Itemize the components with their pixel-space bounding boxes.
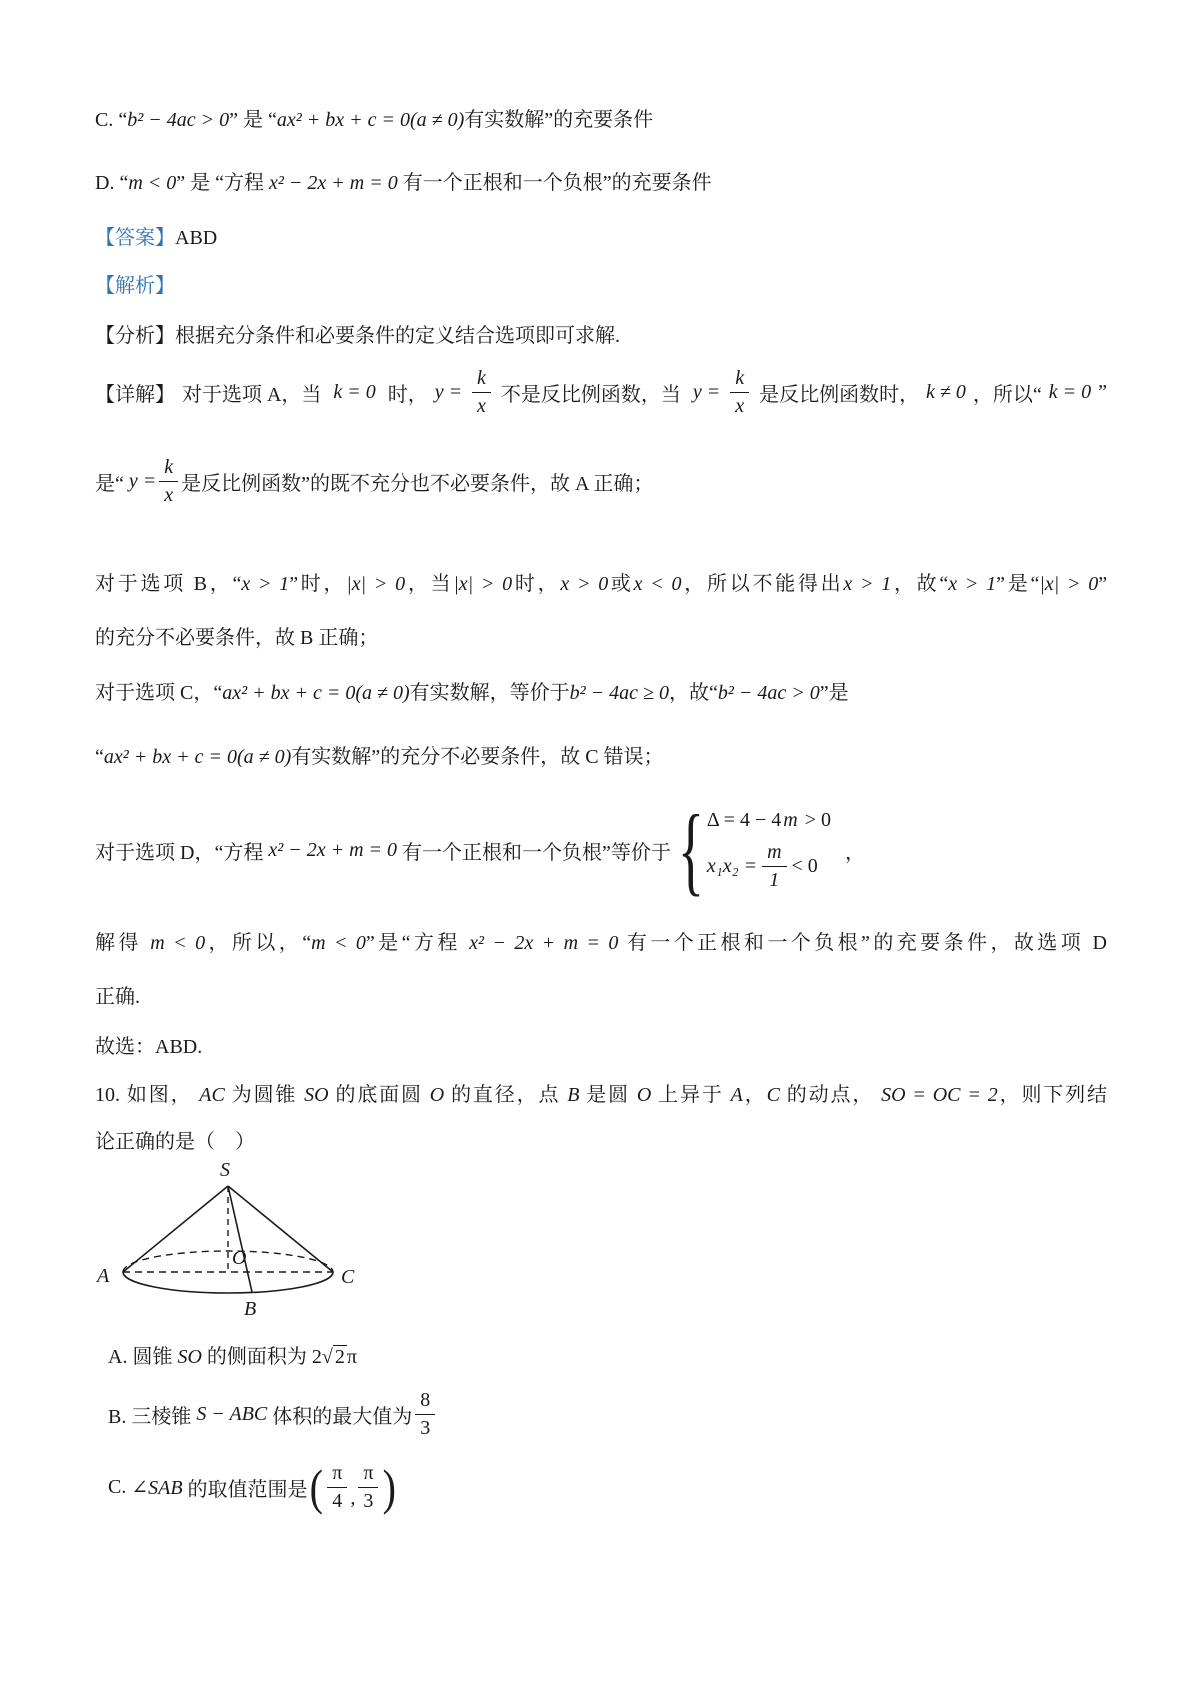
text-run: 是“: [95, 472, 129, 495]
answer-line: [95, 221, 217, 250]
math-run: m < 0: [311, 932, 366, 954]
detail-line-option-c: [95, 676, 849, 705]
radicand: 2: [334, 1346, 345, 1368]
fraction-denominator: 3: [420, 1416, 431, 1439]
detail-line-option-a: [95, 355, 1107, 429]
text-run: ，故“: [669, 682, 718, 704]
text-run: 有实数解”的充分不必要条件，故 C 错误；: [291, 746, 664, 768]
text-run: 有一个正根和一个负根”等价于: [397, 841, 671, 864]
fraction-denominator: x: [164, 483, 174, 506]
math-run: x > 1: [843, 573, 892, 595]
text-run: 是圆: [579, 1084, 637, 1106]
answer-value: ABD: [175, 227, 218, 249]
text-run: ” 是 “方程: [176, 172, 270, 194]
text-run: B. 三棱锥: [108, 1405, 197, 1428]
text-run: 为圆锥: [224, 1084, 305, 1106]
text-run: 解得: [95, 932, 151, 954]
cone-diagram: [95, 1150, 385, 1335]
text-run: 有实数解”的充要条件: [464, 109, 654, 131]
math-run: x² − 2x + m = 0: [268, 838, 398, 861]
text-run: 时，: [512, 573, 561, 595]
fraction-numerator: π: [358, 1462, 378, 1488]
detail-line-conclusion: [95, 926, 1107, 955]
equation-system: [707, 809, 831, 892]
text-run: ”: [1098, 380, 1107, 403]
edge-sa: [123, 1186, 228, 1272]
system-row-1: [707, 809, 831, 832]
text-run: ，所以不能得出: [681, 573, 844, 595]
text-run: 10. 如图，: [95, 1084, 200, 1106]
text-run: 故选：ABD.: [95, 1036, 203, 1058]
text-run: ，所以“: [972, 383, 1042, 406]
math-run: S − ABC: [196, 1402, 268, 1425]
detail-line-option-c-2: [95, 740, 664, 769]
label-b: B: [244, 1298, 257, 1320]
math-run: O: [429, 1084, 445, 1106]
fraction-k-over-x: [159, 456, 178, 507]
text-run: 对于选项 B，“: [95, 573, 242, 595]
text-run: 有实数解，等价于: [409, 682, 570, 704]
right-paren: ): [383, 1459, 397, 1515]
math-run: AC: [199, 1084, 225, 1106]
q10-stem-line-1: [95, 1078, 1107, 1107]
fraction-k-over-x: [730, 367, 749, 418]
math-run: x > 1: [241, 573, 290, 595]
text-run: ”是“: [996, 573, 1040, 595]
detail-line-correct: [95, 980, 140, 1009]
math-run: y =: [128, 469, 157, 492]
math-run: |x| > 0: [346, 573, 406, 595]
text-run: 的直径，点: [444, 1084, 568, 1106]
text-run: A. 圆锥: [108, 1346, 178, 1368]
math-run: O: [636, 1084, 652, 1106]
text-run: 对于选项 C，“: [95, 682, 223, 704]
fraction-m-over-1: [762, 841, 786, 892]
left-brace: {: [677, 794, 705, 905]
fraction-numerator: k: [730, 367, 749, 393]
math-run: b² − 4ac > 0: [127, 109, 230, 131]
math-run: SO: [177, 1346, 202, 1368]
math-run: SO: [304, 1084, 329, 1106]
text-run: 有一个正根和一个负根”的充要条件: [397, 172, 712, 194]
left-paren: (: [309, 1459, 323, 1515]
math-run: k = 0: [333, 380, 376, 403]
math-run: ax² + bx + c = 0(a ≠ 0): [103, 746, 292, 768]
text-run: ，故“: [891, 573, 949, 595]
text-run: 是反比例函数”的既不充分也不必要条件，故 A 正确；: [181, 472, 654, 495]
detail-line-option-a-2: [95, 444, 653, 518]
fraction-numerator: k: [159, 456, 178, 482]
fraction-k-over-x: [472, 367, 491, 418]
math-run: ax² + bx + c = 0(a ≠ 0): [276, 109, 465, 131]
text-run: 是反比例函数时，: [759, 383, 920, 406]
fraction-pi-over-3: [358, 1462, 378, 1513]
fraction-denominator: x: [735, 394, 745, 417]
text-run: 论正确的是（ ）: [95, 1131, 255, 1153]
fraction-denominator: 1: [769, 868, 780, 891]
q9-option-d-line: [95, 166, 712, 195]
label-a: A: [97, 1265, 110, 1287]
detail-line-option-b: [95, 567, 1107, 596]
detail-line-option-b-2: [95, 621, 378, 650]
section-tag: 【详解】: [95, 383, 175, 406]
math-run: ∠SAB: [131, 1476, 183, 1499]
fraction-denominator: 3: [363, 1489, 374, 1512]
text-run: 对于选项 D，“方程: [95, 841, 269, 864]
math-run: m < 0: [150, 932, 206, 954]
radical-sign: √: [321, 1346, 333, 1368]
math-run: |x| > 0: [1039, 573, 1099, 595]
text-run: 的充分不必要条件，故 B 正确；: [95, 627, 379, 649]
q10-option-c-line: [108, 1452, 398, 1522]
text-run: 正确.: [95, 986, 140, 1008]
text-run: ”时，: [289, 573, 347, 595]
math-run: b² − 4ac ≥ 0: [569, 682, 669, 704]
fraction-numerator: 8: [415, 1389, 435, 1415]
fraction-denominator: 4: [332, 1489, 343, 1512]
answer-tag: 【答案】: [95, 227, 175, 249]
text-run: 体积的最大值为: [267, 1405, 413, 1428]
q10-option-a-line: [108, 1340, 357, 1369]
math-run: k = 0: [1048, 380, 1092, 403]
text-run: 的侧面积为: [201, 1346, 312, 1368]
text-run: ，所以，“: [205, 932, 312, 954]
text-run: 有一个正根和一个负根”的充要条件，故选项 D: [618, 932, 1107, 954]
math-run: x < 0: [633, 573, 682, 595]
math-run: x₁x₂ =: [706, 854, 758, 877]
math-run: y =: [692, 380, 721, 403]
fraction-8-over-3: [415, 1389, 435, 1440]
comma: ,: [350, 1486, 356, 1509]
math-run: Δ = 4 − 4: [706, 808, 782, 831]
text-run: ”是“方程: [365, 932, 470, 954]
math-run: ax² + bx + c = 0(a ≠ 0): [222, 682, 410, 704]
fraction-pi-over-4: [327, 1462, 347, 1513]
final-choice-line: [95, 1030, 202, 1059]
math-run: b² − 4ac > 0: [717, 682, 820, 704]
text-run: C. “: [95, 109, 128, 131]
math-run: m < 0: [128, 172, 177, 194]
analysis-tag: 【解析】: [95, 275, 175, 297]
math-run: x > 1: [948, 573, 997, 595]
q10-option-b-line: [108, 1382, 438, 1446]
text-run: C.: [108, 1475, 132, 1498]
text-run: ”: [1098, 573, 1108, 595]
math-run: m: [783, 808, 798, 831]
text-run: 不是反比例函数，当: [500, 383, 686, 406]
math-run: x² − 2x + m = 0: [469, 932, 619, 954]
text-run: ，: [844, 841, 865, 864]
label-c: C: [341, 1266, 355, 1288]
q9-option-c-line: [95, 103, 653, 132]
text-run: ，当: [405, 573, 454, 595]
math-run: SO = OC = 2: [881, 1084, 998, 1106]
text-run: 的底面圆: [328, 1084, 430, 1106]
text-run: ，则下列结: [997, 1084, 1108, 1106]
fraction-numerator: k: [472, 367, 491, 393]
system-row-2: [707, 841, 818, 892]
text-run: 的动点，: [779, 1084, 882, 1106]
math-run: y =: [434, 380, 463, 403]
math-run: k ≠ 0: [926, 380, 966, 403]
text-run: D. “: [95, 172, 129, 194]
math-run: > 0: [799, 808, 831, 831]
fraction-denominator: x: [477, 394, 486, 417]
text-run: 根据充分条件和必要条件的定义结合选项即可求解.: [175, 325, 620, 347]
math-run: < 0: [791, 854, 818, 877]
math-run: A: [730, 1084, 743, 1106]
text-run: “: [95, 746, 104, 768]
math-run: |x| > 0: [453, 573, 513, 595]
analysis-tag-line: [95, 269, 175, 298]
text-run: ”是: [819, 682, 849, 704]
math-run: π: [346, 1346, 357, 1368]
text-run: 对于选项 A，当: [181, 383, 327, 406]
text-run: 或: [608, 573, 634, 595]
math-run: x > 0: [560, 573, 609, 595]
math-run: C: [766, 1084, 780, 1106]
section-tag: 【分析】: [95, 325, 175, 347]
text-run: 的取值范围是: [182, 1478, 308, 1501]
label-s: S: [220, 1159, 230, 1181]
math-run: B: [567, 1084, 580, 1106]
math-run: 2: [311, 1346, 322, 1368]
detail-line-option-d: [95, 794, 865, 905]
brief-analysis-line: [95, 319, 620, 348]
text-run: ，: [742, 1084, 767, 1106]
text-run: 上异于: [651, 1084, 731, 1106]
math-run: x² − 2x + m = 0: [269, 172, 398, 194]
base-ellipse-front-arc: [123, 1272, 333, 1293]
text-run: ” 是 “: [229, 109, 277, 131]
fraction-numerator: π: [327, 1462, 347, 1488]
fraction-numerator: m: [762, 841, 786, 867]
label-o: O: [232, 1247, 247, 1269]
text-run: 时，: [382, 383, 428, 406]
